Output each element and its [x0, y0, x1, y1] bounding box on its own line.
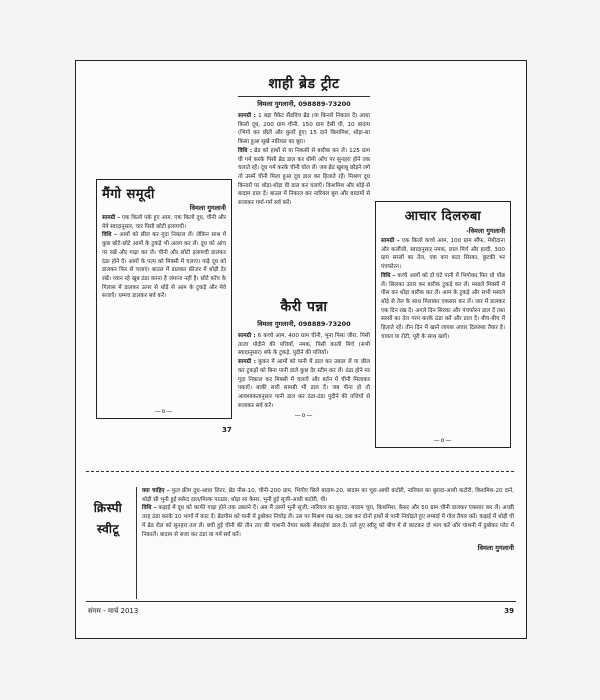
- method-label: विधि :: [238, 147, 253, 154]
- article-crispy-sweetu: [86, 487, 516, 602]
- article-author: विमला गुगलानी, 098889-73200: [257, 100, 351, 108]
- ingredients-text: एक किलो पके हुए आम, एक किलो दूध, चीनी और मेवे स्वादानुसार, चार पिसी छोटी इलायची।: [102, 215, 226, 230]
- article-title: कैरी पन्ना: [280, 299, 328, 315]
- footer-magazine: संगम - मार्च 2013: [88, 607, 139, 615]
- footer-page-number: 39: [504, 607, 514, 615]
- ornament: —o—: [154, 408, 174, 415]
- article-title: शाही ब्रेड ट्रीट: [268, 76, 340, 92]
- ingredients-text: एक किलो कच्चे आम, 100 ग्राम सौंफ, मेथीदाना और कलौंजी, स्वादानुसार नमक, लाल मिर्च और हल्दी, 300 ग्राम सरसों का तेल, एक कप कटा सिरका, छुटकी भर पंचफोरन।: [381, 238, 505, 271]
- ornament: —o—: [294, 412, 314, 420]
- article-ingredients: [381, 237, 505, 272]
- article-author: विमला गुगलानी: [477, 544, 514, 553]
- ornament: —o—: [433, 437, 453, 444]
- ingredients-label: सामग्री –: [102, 215, 121, 221]
- page-number-mid: 37: [222, 426, 232, 434]
- method-text: कढ़ाई में दूध को काफी गाढ़ा होने तक उबलने दें। अब मैं उसमें भुनी सूजी, नारियल का बुरादा, बादाम चूरा, किशमिश, केसर और 50 ग्राम चीनी डालकर एकसार कर लें। अच्छी तरह ठंडा करके 10 भागों में काट दें। ब्रेडपीस को पानी में डुबोकर निचोड़ लें। उस पर मिश्रण रख कर, दबा कर दोनों हाथों से पानी निचोड़ते हुए लम्बाई में गोल तैयार करें। कढ़ाई में थोड़ी घी में ब्रेड रोल को सुनहरा तल लें। बची हुई चीनी की तीन तार की चाशनी तैयार करके सेकाईयां डाल दें। तले हुए स्वीटू को बीच में से काटकर दो भाग करें और चाशनी में डुबोकर प्लेट में निकालें। बादाम से सजा कर ठंडा या गर्म सर्व करें।: [142, 505, 515, 538]
- title-underline: [238, 96, 370, 97]
- article-author: विमला गुगलानी: [189, 204, 226, 212]
- article-kairi-panna: [238, 297, 370, 419]
- ingredients-label: सामग्री :: [238, 333, 256, 339]
- ingredients-text: 6 कच्चे आम, 400 ग्राम चीनी, भुना पिसा जीरा, पिसी ताजा पोदीने की पत्तियाँ, नमक, पिसी काली मिर्च (सभी स्वादानुसार) बर्फ के टुकड़े, पुदीने की पत्तियाँ।: [238, 333, 370, 357]
- ingredients-label: सामग्री :: [238, 113, 256, 119]
- article-method: [381, 272, 505, 342]
- article-ingredients: [238, 332, 370, 358]
- article-ingredients: [102, 214, 226, 231]
- ingredients-label: सामग्री –: [381, 238, 400, 244]
- magazine-page: [75, 60, 527, 639]
- title-block: [86, 499, 130, 537]
- article-title-line1: क्रिस्पी: [93, 501, 123, 515]
- bottom-article-body: [142, 487, 514, 552]
- article-method: [142, 504, 514, 539]
- article-method: [238, 147, 370, 208]
- article-title: मैंगो समूदी: [102, 187, 155, 202]
- method-text: कुकर में आमों को पानी में डाल कर उबाल लें या छील कर टुकड़ों को बिना पानी डाले कुछ देर स्टीम कर लें। ठंडा होने पर गूदा निकाल कर मिक्सी में चलाएँ और बर्तन में चीनी मिलाकर पकाएँ। बाकी सारी सामग्री भी डाल दें। जब पीना हो तो आवश्यकतानुसार पानी डाल कर ठंडा-ठंडा पुदीने की पत्तियों से सजाकर सर्व करें।: [238, 359, 370, 409]
- bottom-section-rule: [86, 471, 516, 472]
- article-mango-smoothie: [96, 179, 232, 419]
- article-method: [238, 358, 370, 410]
- method-label: विधि –: [142, 505, 157, 512]
- method-text: आमों को छील कर गूदा निकाल लें। लेकिन साथ में कुछ छोटे-छोटे आमों के टुकड़े भी अलग कर लें। दूध को आंच पर रखें और गाढ़ा कर लें। चीनी और छोटी इलायची डालकर ठंडा होने दें। आमों के पल्प को मिक्सी में चलाएं। गाढ़े दूध को डालकर फिर से चलाएं। बाउल में डालकर फ्रीजर में थोड़ी देर रखें। ध्यान रहे खूब ठंडा करना है जमाना नहीं है। छोटे काँच के गिलास में डालकर ऊपर से थोड़े से आम के टुकड़े और मेवे सजाएँ। धम्मच डालकर सर्व करें।: [102, 232, 226, 300]
- footer-rule: [86, 601, 516, 602]
- method-label: विधि –: [381, 272, 396, 279]
- method-label: सामग्री :: [238, 359, 256, 366]
- ingredients-label: क्या चाहिए –: [142, 488, 170, 494]
- method-label: विधि –: [102, 232, 117, 239]
- article-author: विमला गुगलानी, 098889-73200: [257, 320, 351, 328]
- article-achar-dilruba: [375, 201, 511, 448]
- article-title: आचार दिलरुबा: [404, 209, 482, 224]
- method-text: ब्रेड को हाथों से या निकसी से बारीक कर लें। 125 ग्राम घी गर्म करके पिसी ब्रेड डाल कर धीमी आँच पर सुनहरा होने तक चलाते रहें। दूध गर्म करके चीनी घोल लें। जब ब्रेड खुशबू छोड़ने लगे तो उसमें चीनी मिला हुआ दूध डाल कर हिलाते रहें। मिश्रण दूध किनारों पर थोड़ा-थोड़ा घी डाल कर चलाएँ। किशमिश और थोड़े-से बादाम डाल दें। बाउल में निकाल कर नारियल बूरा और बादामों से सजाकर गर्मा-गर्म सर्व करें।: [238, 147, 371, 207]
- article-shahi-bread-treat: [238, 74, 370, 208]
- ingredients-text: फुल क्रीम दूध-आधा लिटर, ब्रेड पीस-10, चीनी-200 ग्राम, भिगोए छिले बादाम-20, बादाम का चूरा-आधी कटोरी, नारियल का बुरादा-आधी कटोरी, किशमिश-20 दाने, थोड़ी सी भुनी हुई सफ़ेद दाल/मिल्क पाउडर, थोड़ा सा केसर, भुनी हुई सूजी-आधी कटोरी, घी।: [142, 488, 515, 503]
- box-header: [102, 184, 226, 202]
- method-text: कच्चे आमों को दो घंटे पानी में भिगोकर फिर धो पोंछ लें। छिलका उतार कर बारीक टुकड़े कर लें। मसाले मिक्सी में पीस कर थोड़ा बारीक कर लें। आम के टुकड़े और सभी मसाले थोड़े से तेल के साथ मिलाकर एकसार कर लें। जार में डालकर एक दिन रख दें। अगले दिन सिरका और पंचफोरन डाल दें तथा सरसों का तेल गरम करके ठंडा करें और डाल दें। बीच-बीच में हिलाते रहें। तीन दिन में खाने लायक अचार दिलरुबा तैयार है। चावल या रोटी, पूरी के साथ खाएँ।: [381, 272, 505, 340]
- article-ingredients: [238, 112, 370, 147]
- ingredients-text: 1 बड़ा पैकेट सैंडविच ब्रेड (या किनारे निकाल दें) आधा किलो दूध, 200 ग्राम चीनी, 150 ग्राम देसी घी, 10 बादाम (भिगो कर छीलें और कुतरें हुए) 15 दाने किशमिश, थोड़ा-सा किसा हुआ सूखे नारियल का बूरा।: [238, 113, 371, 146]
- article-title-line2: स्वीटू: [97, 522, 119, 536]
- article-ingredients: [142, 487, 514, 504]
- article-author: -विमला गुगलानी: [466, 227, 505, 235]
- title-divider: [136, 487, 137, 599]
- article-method: [102, 231, 226, 301]
